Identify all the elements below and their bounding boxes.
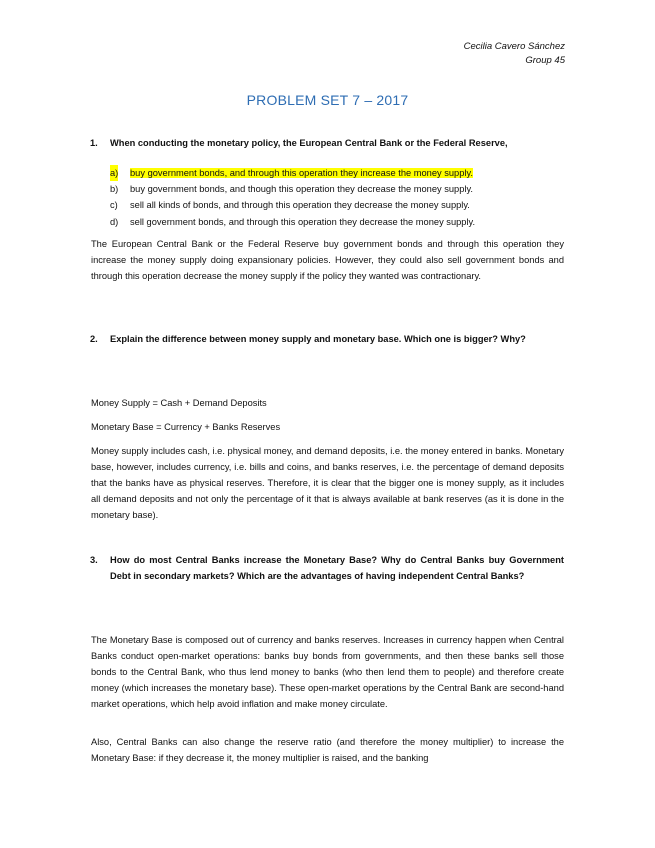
option-letter: b) [110,184,119,195]
question-number: 2. [90,334,98,344]
document-title: PROBLEM SET 7 – 2017 [246,92,409,108]
monetary-base-formula: Monetary Base = Currency + Banks Reserves [91,422,281,432]
option-letter: c) [110,200,118,211]
question-text: When conducting the monetary policy, the European Central Bank or the Federal Reserve, [110,138,508,148]
answer-2-paragraph: Money supply includes cash, i.e. physical money, and demand deposits, i.e. the money entered in banks. Monetary base, however, includes currency, i.e. bills and coins, and banks reserves, i.e. the percentage of demand deposits that the banks have as physical reserves. Therefore, it is clear that the bigger one is money supply, as it includes all demand deposits and not only the percentage of it that is always available at bank reserves (as it is done in the monetary base). [91,446,564,520]
question-3 [90,552,564,584]
question-number: 3. [90,555,98,565]
group-label: Group 45 [525,55,565,66]
answer-1-paragraph: The European Central Bank or the Federal Reserve buy government bonds and through this operation they increase the money supply doing expansionary policies. However, they could also sell government bonds and through this operation decrease the money supply if the policy they wanted was contractionary. [91,239,564,281]
option-text: sell all kinds of bonds, and through this operation they decrease the money supply. [130,200,470,211]
question-text: Explain the difference between money supply and monetary base. Which one is bigger? Why? [110,334,526,344]
option-letter: d) [110,216,119,227]
option-text: sell government bonds, and through this operation they decrease the money supply. [130,216,476,227]
answer-options [110,165,570,230]
option-d [110,214,570,230]
answer-3-paragraph-2: Also, Central Banks can also change the reserve ratio (and therefore the money multiplier) to increase the Monetary Base: if they decrease it, the money multiplier is raised, and the banking [91,737,564,763]
question-number: 1. [90,138,98,148]
option-text: buy government bonds, and though this operation they decrease the money supply. [130,184,474,195]
option-a [110,165,570,181]
option-letter: a) [110,165,118,181]
question-2 [90,331,564,347]
answer-3-paragraph-1: The Monetary Base is composed out of currency and banks reserves. Increases in currency happen when Central Banks conduct open-market operations: banks buy bonds from governments, and then these banks sell those bonds to the Central Bank, who thus lend money to banks (who then lend them to people) and therefore create money (which increases the monetary base). These open-market operations by the Central Bank are second-hand market operations, which help avoid inflation and make money circulate. [91,635,564,709]
option-b [110,181,570,197]
option-c [110,197,570,213]
page-header [464,40,565,68]
question-1 [90,135,564,151]
money-supply-formula: Money Supply = Cash + Demand Deposits [91,398,267,408]
option-text-highlighted: buy government bonds, and through this operation they increase the money supply. [130,168,473,178]
question-text: How do most Central Banks increase the Monetary Base? Why do Central Banks buy Government Debt in secondary markets? Which are the advantages of having independent Central Banks? [110,555,564,581]
author-name: Cecilia Cavero Sánchez [463,41,565,52]
